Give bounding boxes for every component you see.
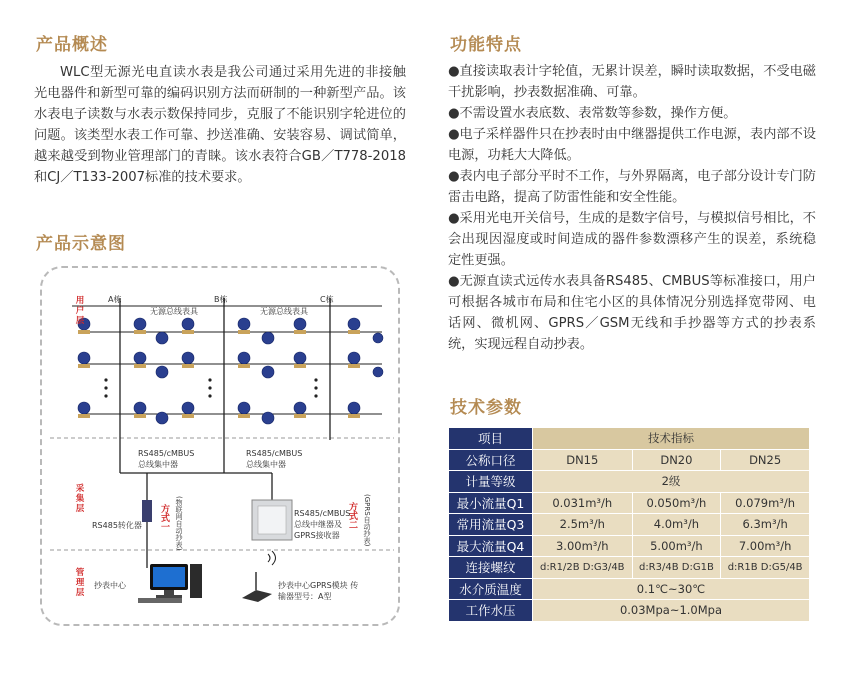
feature-item: ●直接读取表计字轮值，无累计误差，瞬时读取数据，不受电磁干扰影响，抄表数据准确、可靠。 <box>448 64 816 100</box>
spec-cell: 0.079m³/h <box>721 492 810 514</box>
layer-user: 用户层 <box>75 296 85 326</box>
spec-cell: 6.3m³/h <box>721 514 810 536</box>
spec-cell: DN25 <box>721 449 810 471</box>
diagram-lines <box>42 268 400 626</box>
layer-manage: 管理层 <box>75 568 85 598</box>
gprs-module-label: 抄表中心GPRS模块 传输器型号：A型 <box>278 581 359 601</box>
feature-item: ●电子采样器件只在抄表时由中继器提供工作电源，表内部不设电源，功耗大大降低。 <box>448 127 816 163</box>
spec-cell: 2.5m³/h <box>533 514 633 536</box>
bus-meter-label-1: 无源总线表具 <box>150 307 198 316</box>
table-row <box>449 449 810 471</box>
layer-collect: 采集层 <box>75 484 85 514</box>
building-a: A栋 <box>108 295 122 304</box>
overview-text-body: WLC型无源光电直读水表是我公司通过采用先进的非接触光电器件和新型可靠的编码识别方法而研制的一种新型产品。该水表电子读数与水表示数保持同步，克服了不能识别字轮进位的问题。该类型水表工作可靠、抄送准确、安装容易、调试简单，越来越受到物业管理部门的青睐。该水表符合GB／T778-2018和CJ／T133-2007标准的技术要求。 <box>34 65 406 185</box>
spec-header-value: 技术指标 <box>533 428 810 450</box>
mode-one: 方式一 <box>159 504 169 531</box>
feature-item: ●采用光电开关信号，生成的是数字信号，与模拟信号相比，不会出现因湿度或时间造成的器件参数漂移产生的误差，系统稳定性更强。 <box>448 211 816 268</box>
rs485-converter-icon <box>142 500 152 522</box>
spec-label: 最小流量Q1 <box>449 492 533 514</box>
spec-header-item: 项目 <box>449 428 533 450</box>
spec-label: 常用流量Q3 <box>449 514 533 536</box>
overview-title: 产品概述 <box>36 35 108 55</box>
gprs-module-icon <box>242 590 272 602</box>
table-row <box>449 492 810 514</box>
spec-cell: 0.031m³/h <box>533 492 633 514</box>
spec-label: 计量等级 <box>449 471 533 493</box>
diagram-title: 产品示意图 <box>36 234 126 254</box>
building-b: B栋 <box>214 295 228 304</box>
features-title: 功能特点 <box>450 35 522 55</box>
spec-label: 公称口径 <box>449 449 533 471</box>
computer-tower-icon <box>190 564 202 598</box>
spec-cell: 0.1℃~30℃ <box>533 578 810 600</box>
feature-item: ●无源直读式远传水表具备RS485、CMBUS等标准接口，用户可根据各城市布局和住宅小区的具体情况分别选择宽带网、电话网、微机网、GPRS／GSM无线和手抄器等方式的抄表系统，实现远程自动抄表。 <box>448 274 816 352</box>
table-row <box>449 514 810 536</box>
table-row <box>449 600 810 622</box>
concentrator-label-2: RS485/cMBUS 总线集中器 <box>246 449 303 469</box>
overview-text <box>34 62 406 188</box>
spec-cell: 4.0m³/h <box>632 514 721 536</box>
mode-two-note: (GPRS自动抄表) <box>363 494 371 547</box>
spec-label: 连接螺纹 <box>449 557 533 579</box>
table-row <box>449 428 810 450</box>
spec-label: 工作水压 <box>449 600 533 622</box>
spec-cell: d:R1/2B D:G3/4B <box>533 557 633 579</box>
specs-title: 技术参数 <box>450 398 522 418</box>
mode-two: 方式二 <box>347 502 357 529</box>
spec-cell: 5.00m³/h <box>632 535 721 557</box>
table-row <box>449 578 810 600</box>
bus-meter-label-2: 无源总线表具 <box>260 307 308 316</box>
spec-cell: d:R3/4B D:G1B <box>632 557 721 579</box>
system-diagram <box>40 266 400 626</box>
feature-item: ●表内电子部分平时不工作，与外界隔离，电子部分设计专门防雷击电路，提高了防雷性能和安全性能。 <box>448 169 816 205</box>
mode-one-note: (物联网自动抄表) <box>175 496 183 551</box>
table-row <box>449 471 810 493</box>
table-row <box>449 535 810 557</box>
repeater-label: RS485/cMBUS 总线中继器及 GPRS接收器 <box>294 509 351 540</box>
spec-cell: 7.00m³/h <box>721 535 810 557</box>
spec-cell: 0.03Mpa~1.0Mpa <box>533 600 810 622</box>
spec-cell: 3.00m³/h <box>533 535 633 557</box>
feature-list <box>448 61 816 355</box>
table-row <box>449 557 810 579</box>
spec-label: 最大流量Q4 <box>449 535 533 557</box>
spec-cell: DN20 <box>632 449 721 471</box>
converter-label: RS485转化器 <box>92 521 142 530</box>
building-c: C栋 <box>320 295 334 304</box>
feature-item: ●不需设置水表底数、表常数等参数，操作方便。 <box>448 106 737 121</box>
concentrator-label-1: RS485/cMBUS 总线集中器 <box>138 449 195 469</box>
spec-table <box>448 427 810 622</box>
spec-cell: d:R1B D:G5/4B <box>721 557 810 579</box>
spec-cell: DN15 <box>533 449 633 471</box>
spec-cell: 0.050m³/h <box>632 492 721 514</box>
center-label: 抄表中心 <box>94 581 126 590</box>
spec-cell: 2级 <box>533 471 810 493</box>
spec-label: 水介质温度 <box>449 578 533 600</box>
